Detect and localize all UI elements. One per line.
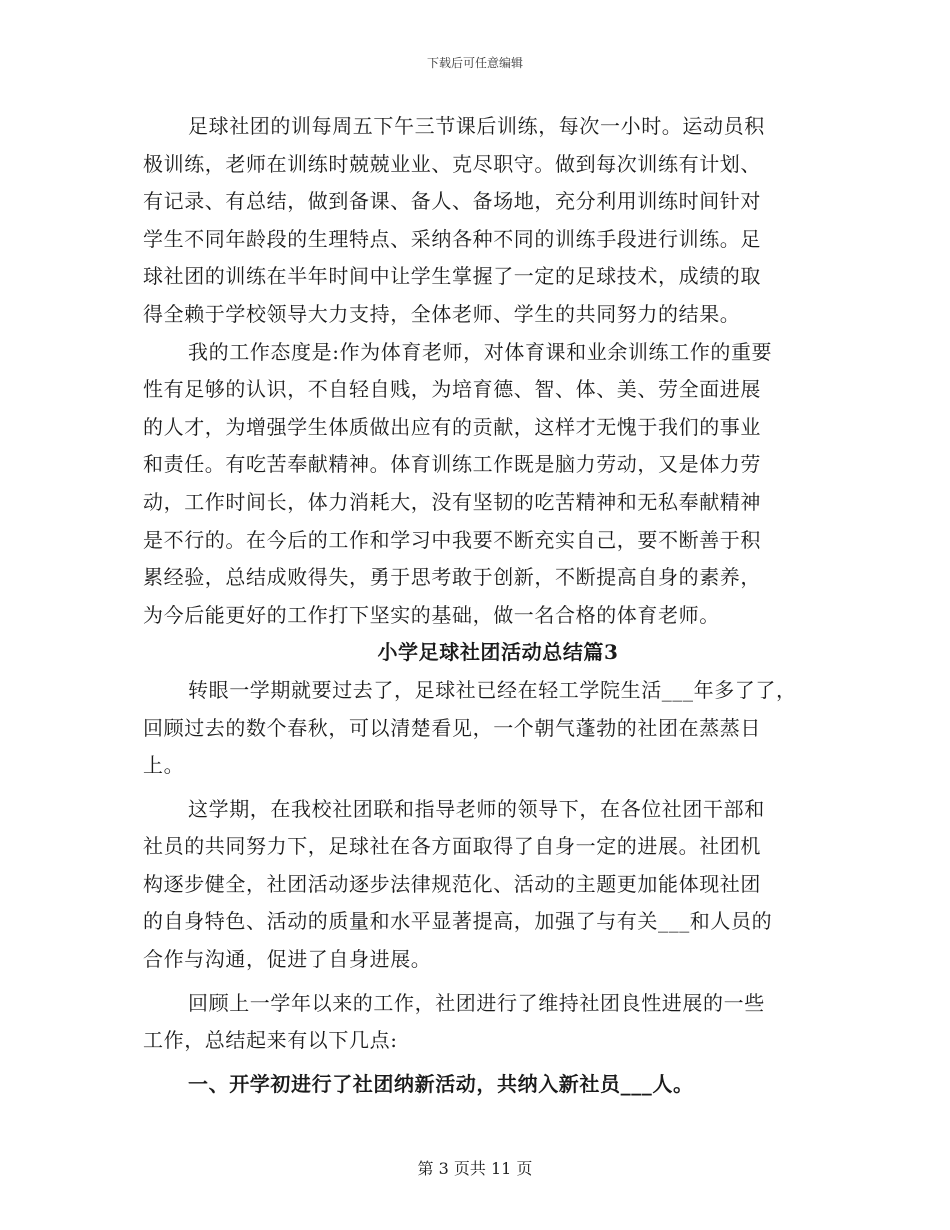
text-line: 社员的共同努力下，足球社在各方面取得了自身一定的进展。社团机 <box>143 834 761 859</box>
section-title: 小学足球社团活动总结篇3 <box>377 640 619 665</box>
text-line: 学生不同年龄段的生理特点、采纳各种不同的训练手段进行训练。足 <box>143 226 761 251</box>
text-line: 极训练，老师在训练时兢兢业业、克尽职守。做到每次训练有计划、 <box>143 151 761 176</box>
text-line: 的人才，为增强学生体质做出应有的贡献，这样才无愧于我们的事业 <box>143 414 761 439</box>
text-line: 是不行的。在今后的工作和学习中我要不断充实自己，要不断善于积 <box>143 527 761 552</box>
text-line: 我的工作态度是:作为体育老师，对体育课和业余训练工作的重要 <box>188 339 773 364</box>
text-line: 回顾过去的数个春秋，可以清楚看见，一个朝气蓬勃的社团在蒸蒸日 <box>143 715 761 740</box>
text-line: 为今后能更好的工作打下坚实的基础，做一名合格的体育老师。 <box>143 602 720 627</box>
text-line: 得全赖于学校领导大力支持，全体老师、学生的共同努力的结果。 <box>143 301 741 326</box>
paragraph-review <box>143 985 823 1060</box>
text-line: 和责任。有吃苦奉献精神。体育训练工作既是脑力劳动，又是体力劳 <box>143 452 761 477</box>
paragraph-work-attitude <box>143 334 823 635</box>
text-line: 这学期，在我校社团联和指导老师的领导下，在各位社团干部和 <box>188 796 765 821</box>
text-line: 动，工作时间长，体力消耗大，没有坚韧的吃苦精神和无私奉献精神 <box>143 489 761 514</box>
text-line: 构逐步健全，社团活动逐步法律规范化、活动的主题更加能体现社团 <box>143 871 761 896</box>
text-line: 上。 <box>143 753 185 778</box>
page-header-note: 下载后可任意编辑 <box>426 56 523 70</box>
text-line: 有记录、有总结，做到备课、备人、备场地，充分利用训练时间针对 <box>143 189 761 214</box>
paragraph-training-schedule <box>143 108 823 334</box>
text-line: 的自身特色、活动的质量和水平显著提高，加强了与有关___和人员的 <box>143 909 773 934</box>
text-line: 足球社团的训每周五下午三节课后训练，每次一小时。运动员积 <box>188 114 765 138</box>
text-line: 工作，总结起来有以下几点: <box>143 1028 398 1053</box>
page-number: 第 3 页共 11 页 <box>417 1159 533 1178</box>
text-line: 回顾上一学年以来的工作，社团进行了维持社团良性进展的一些 <box>188 990 765 1015</box>
text-line: 转眼一学期就要过去了，足球社已经在轻工学院生活___年多了了， <box>188 677 797 702</box>
text-line: 球社团的训练在半年时间中让学生掌握了一定的足球技术，成绩的取 <box>143 264 761 289</box>
paragraph-club-progress <box>143 791 823 979</box>
text-line: 性有足够的认识，不自轻自贱，为培育德、智、体、美、劳全面进展 <box>143 377 761 402</box>
text-line: 合作与沟通，促进了自身进展。 <box>143 947 432 972</box>
text-line: 累经验，总结成败得失，勇于思考敢于创新，不断提高自身的素养， <box>143 565 761 590</box>
document-body <box>143 108 823 1103</box>
paragraph-semester-intro <box>143 672 823 785</box>
list-item-recruitment: 一、开学初进行了社团纳新活动，共纳入新社员___人。 <box>188 1071 694 1096</box>
